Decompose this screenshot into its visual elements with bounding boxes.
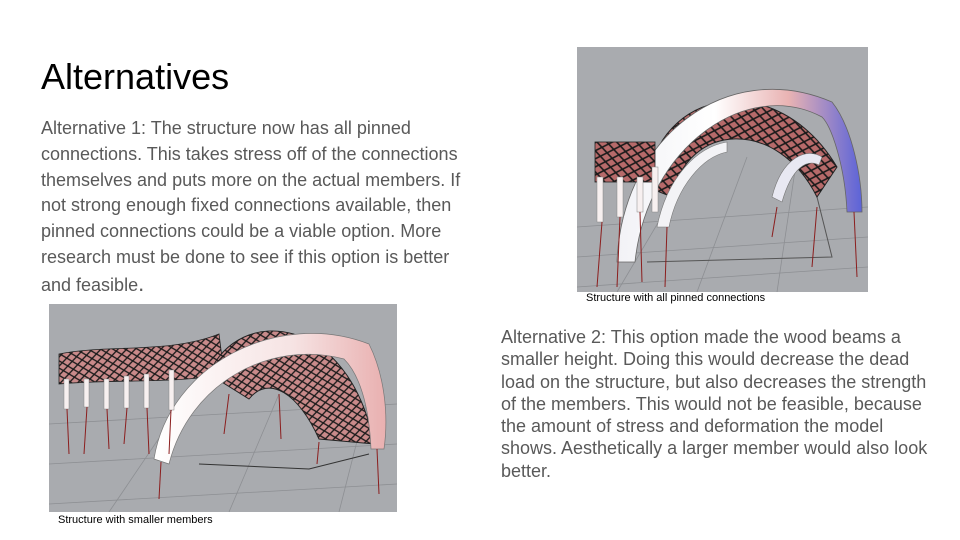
alternative-2-text: Alternative 2: This option made the wood beams a smaller height. Doing this would decrease the dead load on the structure, but also decreases the strength of the members. This would not be feasible, because the amount of stress and deformation the model shows. Aesthetically a larger member would also look better. — [501, 327, 928, 481]
pinned-render-caption: Structure with all pinned connections — [586, 292, 766, 304]
alternative-1-text — [41, 116, 461, 299]
smaller-members-render — [49, 304, 397, 512]
alternative-1-body: Alternative 1: The structure now has all pinned connections. This takes stress off of the connections themselves and puts more on the actual members. If not strong enough fixed connections available, then pinned connections could be a viable option. More research must be done to see if this option is better and feasible — [41, 118, 461, 295]
smaller-render-graphic — [49, 304, 397, 512]
pinned-connections-render — [577, 47, 868, 292]
slide-title: Alternatives — [41, 56, 230, 97]
smaller-render-caption: Structure with smaller members — [58, 514, 213, 526]
pinned-render-graphic — [577, 47, 868, 292]
alternative-1-period: . — [138, 270, 145, 296]
